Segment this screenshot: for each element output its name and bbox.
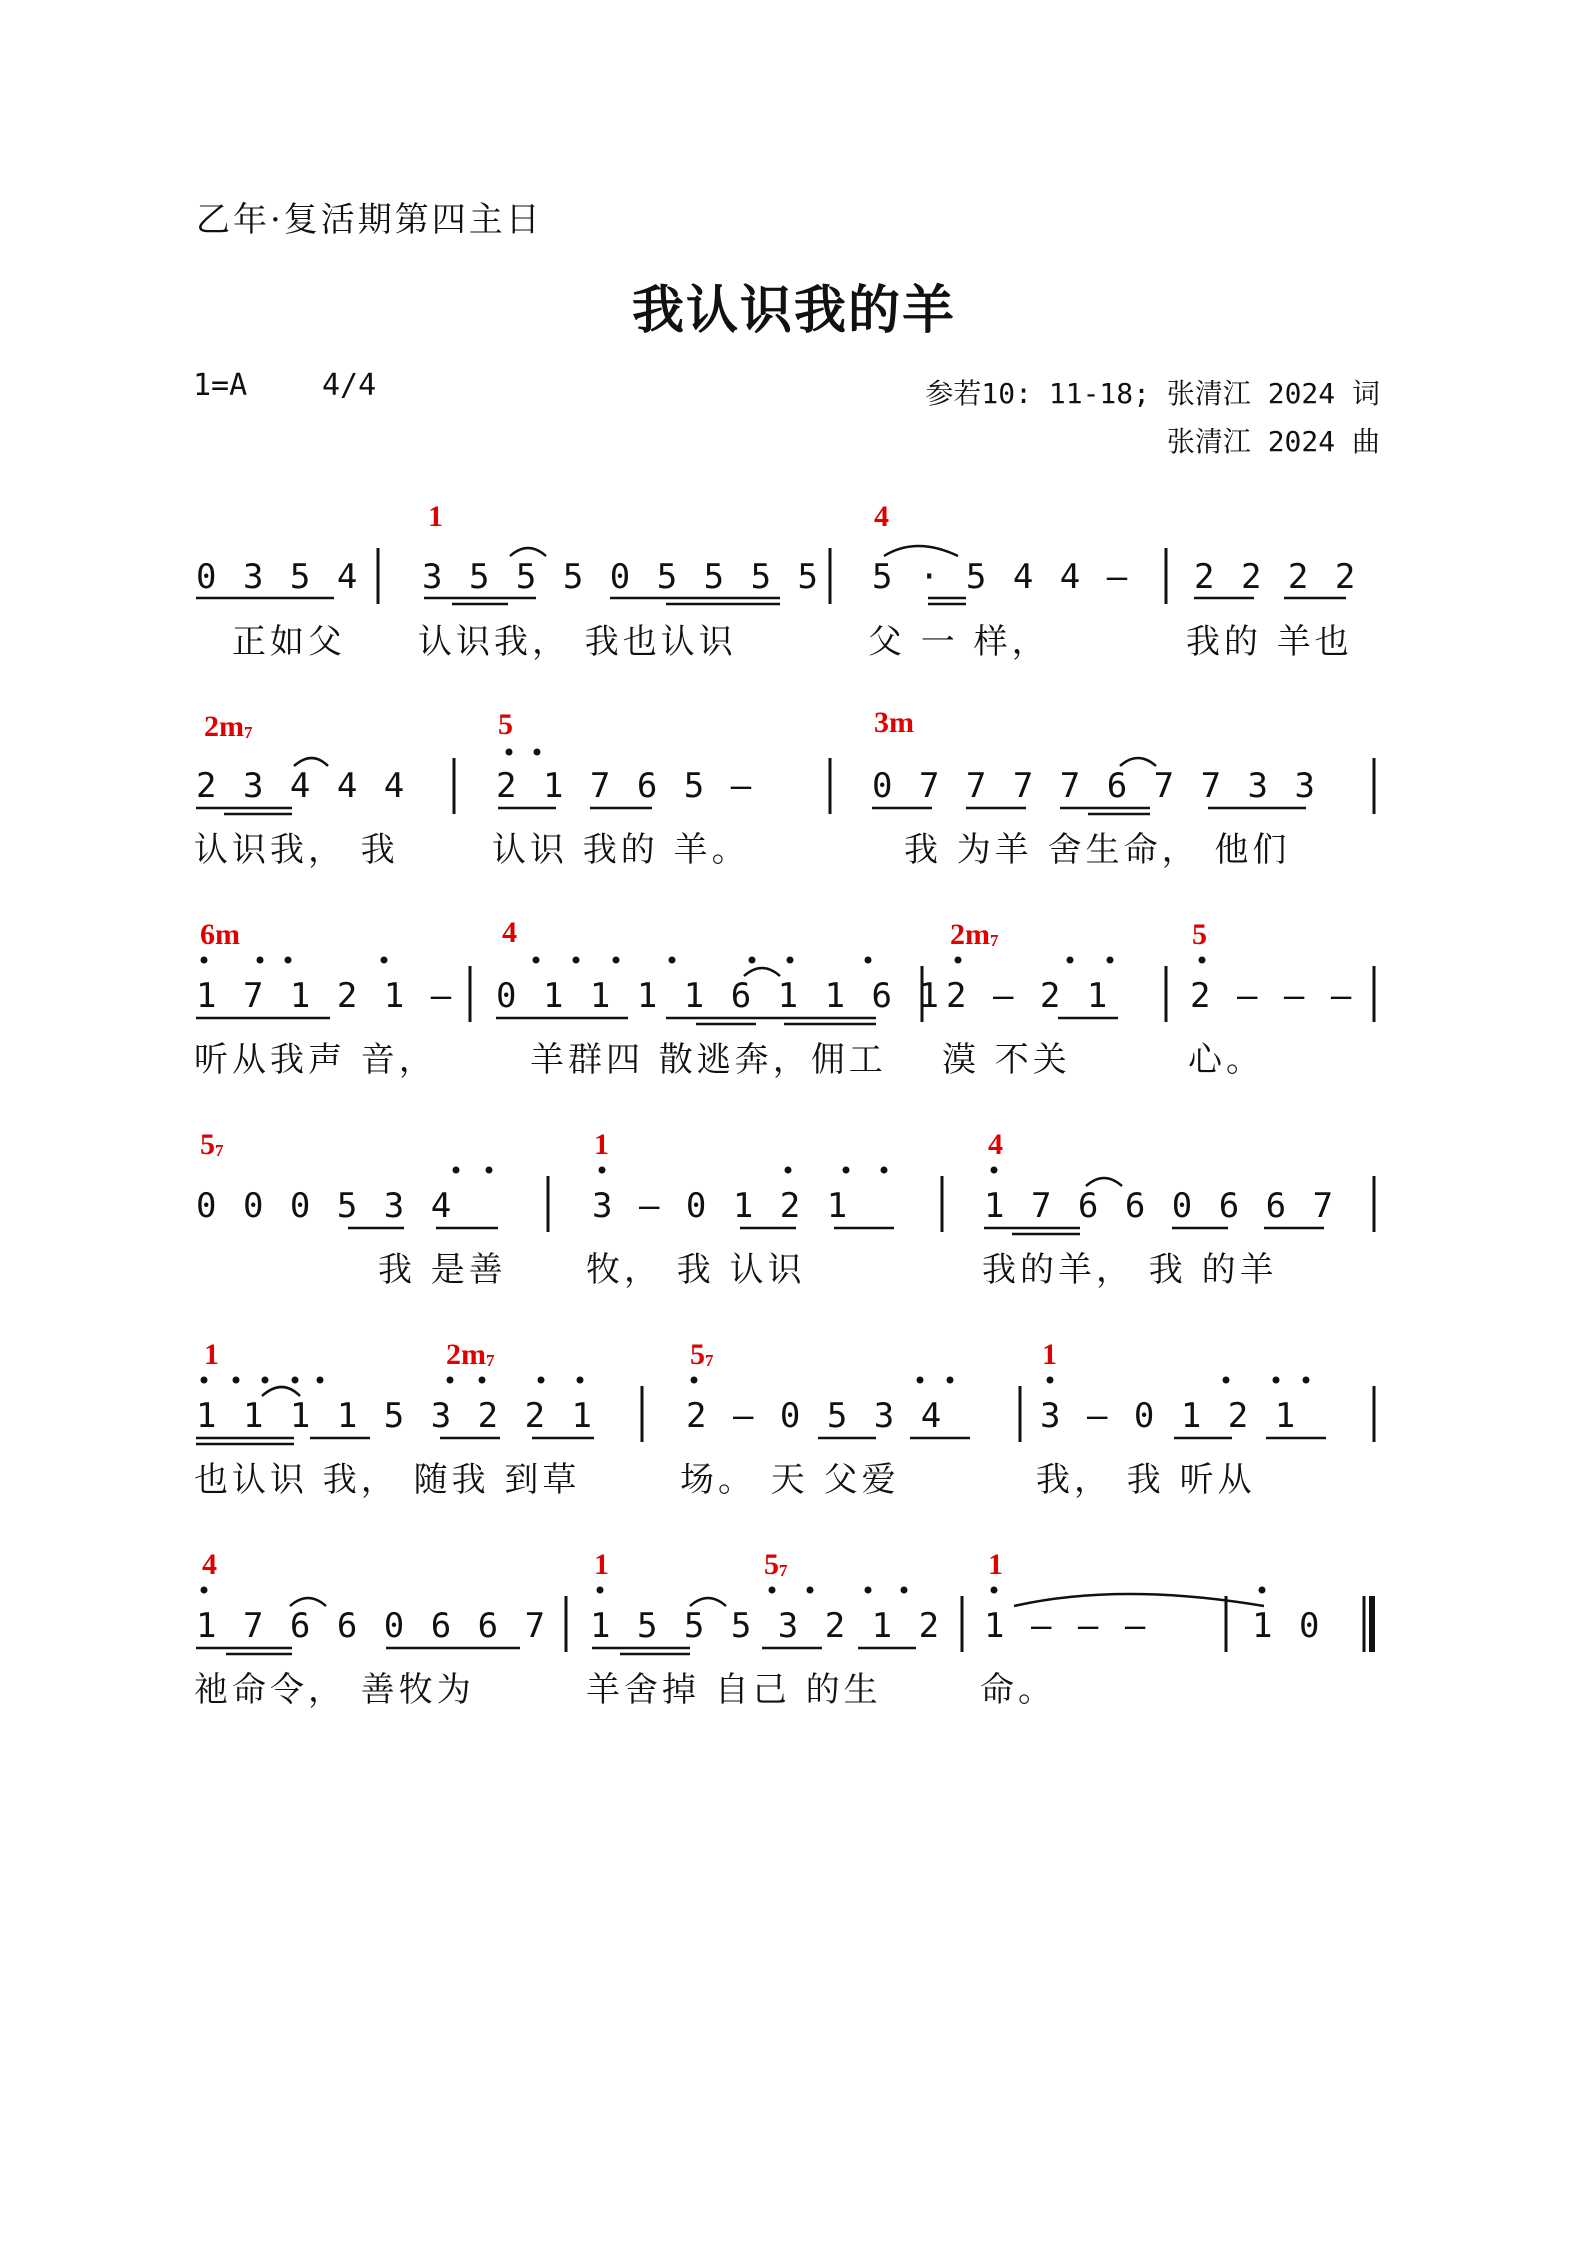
chord-symbol: 5 xyxy=(1192,918,1207,951)
chord-symbol: 1 xyxy=(428,500,443,533)
lyric-text: 认识 我的 羊。 xyxy=(492,830,750,870)
measure-notes: 0 1 1 1 1 6 1 1 6 1 xyxy=(496,976,942,1016)
octave-dot xyxy=(881,1167,888,1174)
chord-symbol: 1 xyxy=(204,1338,219,1371)
octave-dot xyxy=(807,1587,814,1594)
octave-dot xyxy=(257,957,264,964)
octave-dot xyxy=(1259,1587,1266,1594)
tie xyxy=(294,758,328,766)
chord-symbol: 5 xyxy=(498,708,513,741)
tie xyxy=(1086,1178,1122,1186)
measure-notes: 2 1 7 6 5 – xyxy=(496,766,755,806)
octave-dot xyxy=(233,1377,240,1384)
lyric-text: 命。 xyxy=(980,1670,1056,1710)
chord-symbol: $2m_7$ xyxy=(446,1338,495,1371)
octave-dot xyxy=(787,957,794,964)
lyric-text: 心。 xyxy=(1188,1040,1264,1080)
octave-dot xyxy=(1303,1377,1310,1384)
key-signature: 1=A xyxy=(193,368,248,403)
measure-notes: 3 – 0 1 2 1 xyxy=(1040,1396,1299,1436)
octave-dot xyxy=(317,1377,324,1384)
octave-dot xyxy=(749,957,756,964)
tie xyxy=(744,968,780,976)
measure-notes: 1 7 1 2 1 – xyxy=(196,976,455,1016)
measure-notes: 2 – 0 5 3 4 xyxy=(686,1396,945,1436)
octave-dot xyxy=(479,1377,486,1384)
liturgical-occasion: 乙年·复活期第四主日 xyxy=(196,200,543,240)
chord-symbol: 1 xyxy=(594,1128,609,1161)
measure-notes: 1 0 xyxy=(1252,1606,1323,1646)
octave-dot xyxy=(599,1167,606,1174)
octave-dot xyxy=(785,1167,792,1174)
chord-symbol: $5_7$ xyxy=(764,1548,788,1581)
octave-dot xyxy=(901,1587,908,1594)
octave-dot xyxy=(1107,957,1114,964)
octave-dot xyxy=(447,1377,454,1384)
chord-symbol: $2m_7$ xyxy=(950,918,999,951)
lyric-text: 我， 我 听从 xyxy=(1036,1460,1256,1500)
lyric-text: 也认识 我， 随我 到草 xyxy=(194,1460,581,1500)
octave-dot xyxy=(1067,957,1074,964)
lyric-text: 正如父 xyxy=(232,622,346,662)
lyric-text: 我的羊， 我 的羊 xyxy=(982,1250,1278,1290)
tie xyxy=(1120,758,1156,766)
measure-notes: 0 7 7 7 7 6 7 7 3 3 xyxy=(872,766,1318,806)
octave-dot xyxy=(1199,957,1206,964)
chord-symbol: 1 xyxy=(594,1548,609,1581)
octave-dot xyxy=(691,1377,698,1384)
octave-dot xyxy=(201,1587,208,1594)
lyric-text: 我的 羊也 xyxy=(1186,622,1353,662)
octave-dot xyxy=(843,1167,850,1174)
lyric-text: 认识我， 我 xyxy=(194,830,399,870)
octave-dot xyxy=(292,1377,299,1384)
octave-dot xyxy=(577,1377,584,1384)
music-credit: 张清江 2024 曲 xyxy=(1166,425,1380,458)
chord-symbol: $5_7$ xyxy=(200,1128,224,1161)
lyric-text: 听从我声 音， xyxy=(194,1040,437,1080)
chord-symbol: 1 xyxy=(1042,1338,1057,1371)
tie xyxy=(510,548,546,556)
octave-dot xyxy=(573,957,580,964)
measure-notes: 3 – 0 1 2 1 xyxy=(592,1186,851,1226)
lyric-text: 认识我， 我也认识 xyxy=(418,622,737,662)
tie xyxy=(262,1387,300,1396)
octave-dot xyxy=(613,957,620,964)
measure-notes: 2 3 4 4 4 xyxy=(196,766,408,806)
song-title: 我认识我的羊 xyxy=(631,281,956,341)
octave-dot xyxy=(285,957,292,964)
chord-symbol: 4 xyxy=(988,1128,1003,1161)
octave-dot xyxy=(597,1587,604,1594)
measure-notes: 3 5 5 5 0 5 5 5 5 xyxy=(422,557,821,597)
measure-notes: 5 · 5 4 4 – xyxy=(872,557,1131,597)
octave-dot xyxy=(1223,1377,1230,1384)
octave-dot xyxy=(506,749,513,756)
octave-dot xyxy=(538,1377,545,1384)
lyric-text: 羊群四 散逃奔，佣工 xyxy=(530,1040,887,1080)
chord-symbol: 1 xyxy=(988,1548,1003,1581)
chord-symbol: 4 xyxy=(874,500,889,533)
octave-dot xyxy=(262,1377,269,1384)
chord-symbol: $2m_7$ xyxy=(204,710,253,743)
chord-symbol: $5_7$ xyxy=(690,1338,714,1371)
measure-notes: 0 0 0 5 3 4 xyxy=(196,1186,455,1226)
octave-dot xyxy=(865,1587,872,1594)
chord-symbol: 6m xyxy=(200,918,240,951)
lyric-text: 牧， 我 认识 xyxy=(586,1250,806,1290)
measure-notes: 1 7 6 6 0 6 6 7 xyxy=(196,1606,549,1646)
octave-dot xyxy=(865,957,872,964)
measure-notes: 2 – 2 1 xyxy=(946,976,1111,1016)
octave-dot xyxy=(453,1167,460,1174)
octave-dot xyxy=(533,957,540,964)
measure-notes: 1 5 5 5 3 2 1 2 xyxy=(590,1606,943,1646)
octave-dot xyxy=(955,957,962,964)
octave-dot xyxy=(201,1377,208,1384)
tie xyxy=(690,1598,726,1606)
tie xyxy=(884,546,958,556)
lyric-text: 漠 不关 xyxy=(942,1040,1071,1080)
octave-dot xyxy=(669,957,676,964)
measure-notes: 1 7 6 6 0 6 6 7 xyxy=(984,1186,1337,1226)
octave-dot xyxy=(1047,1377,1054,1384)
time-signature: 4/4 xyxy=(322,368,377,403)
octave-dot xyxy=(534,749,541,756)
octave-dot xyxy=(991,1587,998,1594)
measure-notes: 2 – – – xyxy=(1190,976,1355,1016)
lyric-text: 祂命令， 善牧为 xyxy=(194,1670,475,1710)
octave-dot xyxy=(991,1167,998,1174)
chord-symbol: 4 xyxy=(502,916,517,949)
measure-notes: 2 2 2 2 xyxy=(1194,557,1359,597)
octave-dot xyxy=(917,1377,924,1384)
lyric-text: 场。 天 父爱 xyxy=(680,1460,900,1500)
lyric-text: 父 一 样， xyxy=(868,622,1050,662)
octave-dot xyxy=(381,957,388,964)
octave-dot xyxy=(486,1167,493,1174)
measure-notes: 0 3 5 4 xyxy=(196,557,361,597)
measure-notes: 1 1 1 1 5 3 2 2 1 xyxy=(196,1396,595,1436)
chord-symbol: 4 xyxy=(202,1548,217,1581)
octave-dot xyxy=(769,1587,776,1594)
octave-dot xyxy=(1273,1377,1280,1384)
tie xyxy=(290,1598,326,1606)
lyrics-credit: 参若10: 11-18; 张清江 2024 词 xyxy=(925,377,1380,410)
lyric-text: 我 为羊 舍生命， 他们 xyxy=(904,830,1291,870)
chord-symbol: 3m xyxy=(874,706,914,739)
lyric-text: 羊舍掉 自己 的生 xyxy=(586,1670,882,1710)
octave-dot xyxy=(201,957,208,964)
octave-dot xyxy=(947,1377,954,1384)
measure-notes: 1 – – – xyxy=(984,1606,1149,1646)
lyric-text: 我 是善 xyxy=(378,1250,507,1290)
